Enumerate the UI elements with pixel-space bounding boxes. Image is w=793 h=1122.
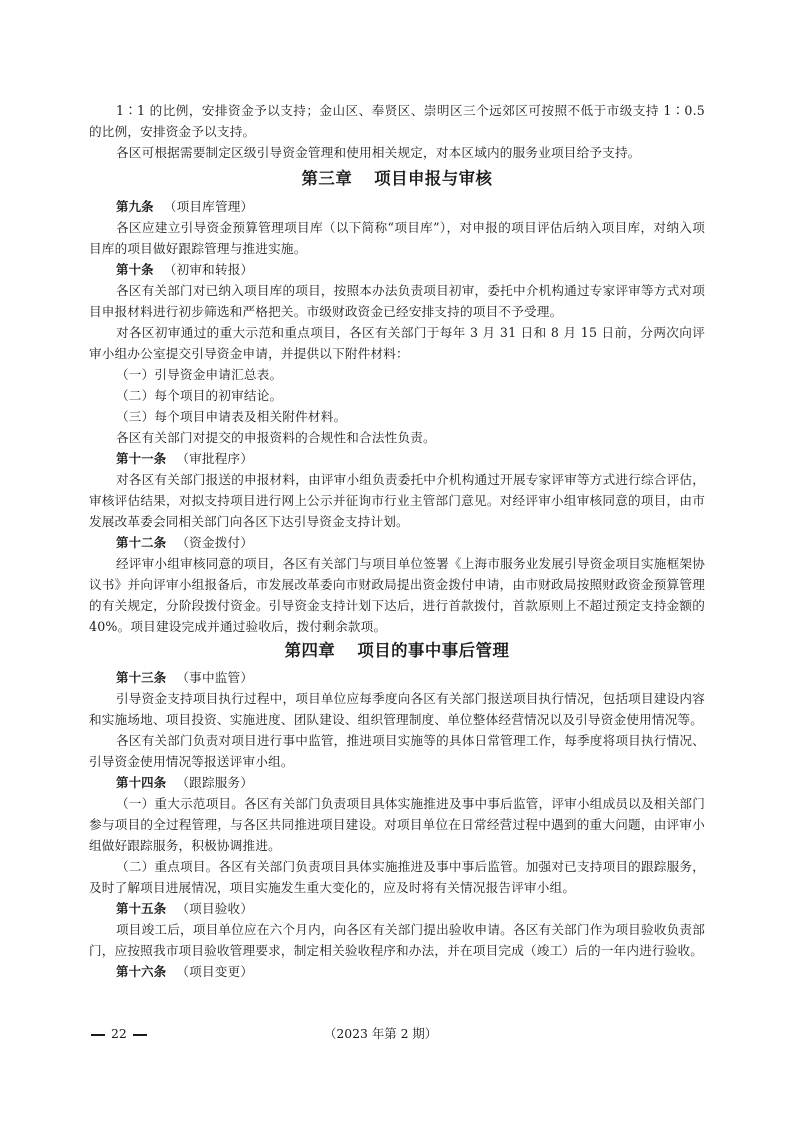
- paragraph: 项目竣工后，项目单位应在六个月内，向各区有关部门提出验收申请。各区有关部门作为项目验收负责部门，应按照我市项目验收管理要求，制定相关验收程序和办法，并在项目完成（竣工）后的一年内进行验收。: [89, 922, 705, 958]
- article-subject: （资金拨付）: [176, 535, 254, 550]
- list-item: （一）引导资金申请汇总表。: [116, 367, 283, 382]
- article-heading: [89, 448, 705, 469]
- article-heading: [89, 667, 705, 688]
- article-heading: [89, 961, 705, 982]
- paragraph: （一）重大示范项目。各区有关部门负责项目具体实施推进及事中事后监管，评审小组成员以及相关部门参与项目的全过程管理，与各区共同推进项目建设。对项目单位在日常经营过程中遇到的重大问题，由评审小组做好跟踪服务，积极协调推进。: [89, 796, 705, 853]
- article-subject: （项目库管理）: [163, 199, 254, 214]
- article-heading: [89, 259, 705, 280]
- article-heading: [89, 532, 705, 553]
- page-body: [89, 100, 705, 982]
- article-subject: （项目验收）: [176, 901, 254, 916]
- article-number: 第九条: [116, 199, 154, 214]
- article-number: 第十一条: [116, 451, 167, 466]
- paragraph: （二）重点项目。各区有关部门负责项目具体实施推进及事中事后监管。加强对已支持项目的跟踪服务，及时了解项目进展情况，项目实施发生重大变化的，应及时将有关情况报告评审小组。: [89, 859, 705, 895]
- paragraph: 经评审小组审核同意的项目，各区有关部门与项目单位签署《上海市服务业发展引导资金项目实施框架协议书》并向评审小组报备后，市发展改革委向市财政局提出资金拨付申请，由市财政局按照财政资金预算管理的有关规定，分阶段拨付资金。引导资金支持计划下达后，进行首款拨付，首款原则上不超过预定支持金额的 40%。项目建设完成并通过验收后，拨付剩余款项。: [89, 556, 705, 634]
- article-subject: （审批程序）: [176, 451, 254, 466]
- article-number: 第十六条: [116, 964, 167, 979]
- article-subject: （项目变更）: [176, 964, 254, 979]
- chapter-heading-3: [89, 163, 705, 196]
- page-number: [91, 1024, 147, 1044]
- article-number: 第十二条: [116, 535, 167, 550]
- chapter-number: 第三章: [301, 169, 353, 188]
- article-subject: （事中监管）: [176, 670, 254, 685]
- article-heading: [89, 196, 705, 217]
- article-number: 第十三条: [116, 670, 167, 685]
- paragraph: 各区有关部门负责对项目进行事中监管，推进项目实施等的具体日常管理工作，每季度将项目执行情况、引导资金使用情况等报送评审小组。: [89, 733, 705, 769]
- paragraph: 各区应建立引导资金预算管理项目库（以下简称“项目库”），对申报的项目评估后纳入项目库，对纳入项目库的项目做好跟踪管理与推进实施。: [89, 220, 705, 256]
- dash-left: [91, 1034, 105, 1036]
- article-number: 第十四条: [116, 775, 167, 790]
- paragraph: 各区可根据需要制定区级引导资金管理和使用相关规定，对本区域内的服务业项目给予支持。: [116, 145, 641, 160]
- paragraph: 各区有关部门对提交的申报资料的合规性和合法性负责。: [116, 430, 436, 445]
- page-footer: [89, 1024, 705, 1044]
- chapter-number: 第四章: [284, 641, 336, 660]
- paragraph: 对各区初审通过的重大示范和重点项目，各区有关部门于每年 3 月 31 日和 8 月 15 日前，分两次向评审小组办公室提交引导资金申请，并提供以下附件材料：: [89, 325, 705, 361]
- chapter-heading-4: [89, 637, 705, 667]
- article-number: 第十条: [116, 262, 154, 277]
- article-number: 第十五条: [116, 901, 167, 916]
- list-item: （二）每个项目的初审结论。: [116, 388, 283, 403]
- chapter-title: 项目申报与审核: [374, 169, 493, 188]
- paragraph: 各区有关部门对已纳入项目库的项目，按照本办法负责项目初审，委托中介机构通过专家评审等方式对项目申报材料进行初步筛选和严格把关。市级财政资金已经安排支持的项目不予受理。: [89, 283, 705, 319]
- paragraph: 1∶1 的比例，安排资金予以支持；金山区、奉贤区、崇明区三个远郊区可按照不低于市级支持 1∶0.5 的比例，安排资金予以支持。: [89, 103, 705, 139]
- chapter-title: 项目的事中事后管理: [357, 641, 510, 660]
- list-item: （三）每个项目申请表及相关附件材料。: [116, 409, 347, 424]
- article-heading: [89, 898, 705, 919]
- page-number-value: 22: [111, 1026, 127, 1041]
- article-heading: [89, 772, 705, 793]
- issue-label: （2023 年第 2 期）: [324, 1026, 438, 1041]
- article-subject: （跟踪服务）: [176, 775, 254, 790]
- paragraph: 引导资金支持项目执行过程中，项目单位应每季度向各区有关部门报送项目执行情况，包括项目建设内容和实施场地、项目投资、实施进度、团队建设、组织管理制度、单位整体经营情况以及引导资金使用情况等。: [89, 691, 705, 727]
- dash-right: [133, 1034, 147, 1036]
- paragraph: 对各区有关部门报送的申报材料，由评审小组负责委托中介机构通过开展专家评审等方式进行综合评估，审核评估结果，对拟支持项目进行网上公示并征询市行业主管部门意见。对经评审小组审核同意的项目，由市发展改革委会同相关部门向各区下达引导资金支持计划。: [89, 472, 705, 529]
- article-subject: （初审和转报）: [163, 262, 254, 277]
